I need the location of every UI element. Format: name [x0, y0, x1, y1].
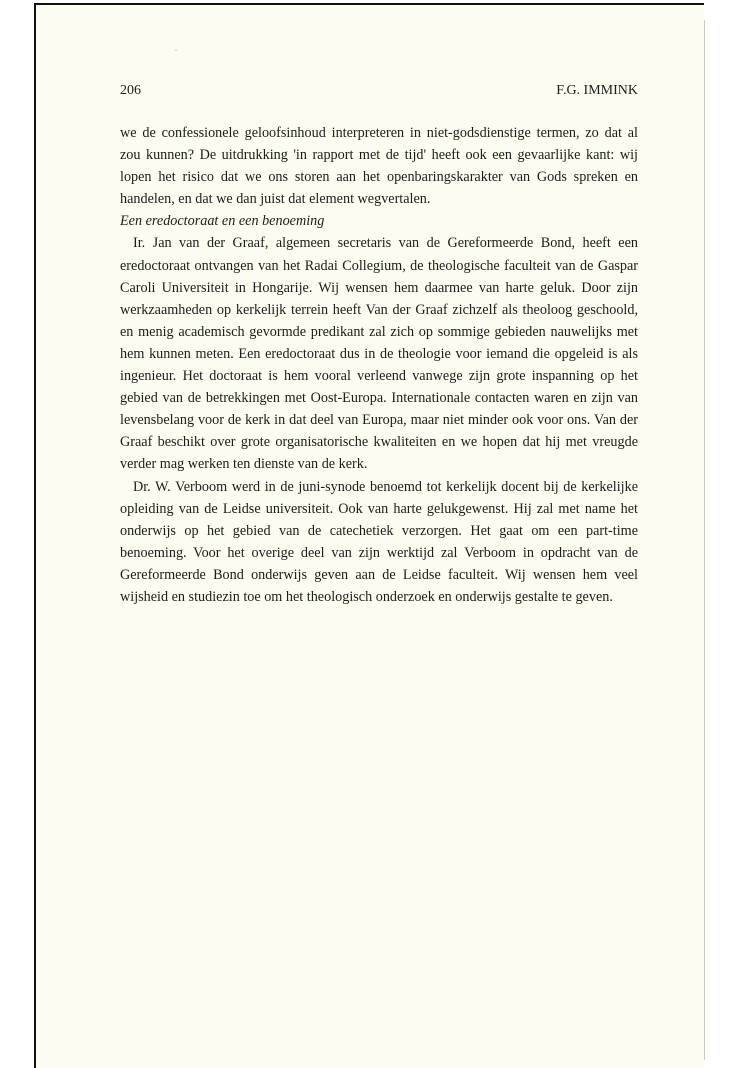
paragraph-eredoctoraat: Ir. Jan van der Graaf, algemeen secretaris van de Gereformeerde Bond, heeft een eredoctoraat ontvangen van het Radai Collegium, de theologische faculteit van de Gaspar Caroli Universiteit in Hongarije. Wij wensen hem daarmee van harte geluk. Door zijn werkzaamheden op kerkelijk terrein heeft Van der Graaf zichzelf als theoloog geschoold, en menig academisch gevormde predikant zal zich op sommige gebieden nauwelijks met hem kunnen meten. Een eredoctoraat dus in de theologie voor iemand die opgeleid is als ingenieur. Het doctoraat is hem vooral verleend vanwege zijn grote inspanning op het gebied van de betrekkingen met Oost-Europa. Internationale contacten waren en zijn van levensbelang voor de kerk in dat deel van Europa, maar niet minder ook voor ons. Van der Graaf beschikt over grote organisatorische kwaliteiten en we hopen dat hij met vreugde verder mag werken ten dienste van de kerk.	[120, 235, 638, 473]
page-edge-shadow	[704, 20, 705, 1060]
page-header	[120, 83, 638, 99]
running-head: F.G. IMMINK	[556, 83, 638, 98]
page-body	[120, 122, 638, 608]
page-number: 206	[120, 83, 141, 98]
paragraph-benoeming: Dr. W. Verboom werd in de juni-synode benoemd tot kerkelijk docent bij de kerkelijke opleiding van de Leidse universiteit. Ook van harte gelukgewenst. Hij zal met name het onderwijs op het gebied van de catechetiek verzorgen. Het gaat om een part-time benoeming. Voor het overige deel van zijn werktijd zal Verboom in opdracht van de Gereformeerde Bond onderwijs geven aan de Leidse faculteit. Wij wensen hem veel wijsheid en studiezin toe om het theologisch onderzoek en onderwijs gestalte te geven.	[120, 478, 638, 605]
intro-paragraph: we de confessionele geloofsinhoud interpreteren in niet-godsdienstige termen, zo dat al zou kunnen? De uitdrukking 'in rapport met de tijd' heeft ook een gevaarlijke kant: wij lopen het risico dat we ons storen aan het openbaringskarakter van Gods spreken en handelen, en dat we dan juist dat element wegvertalen.	[120, 125, 638, 208]
section-title: Een eredoctoraat en een benoeming	[120, 213, 325, 230]
dust-speck	[175, 49, 177, 51]
